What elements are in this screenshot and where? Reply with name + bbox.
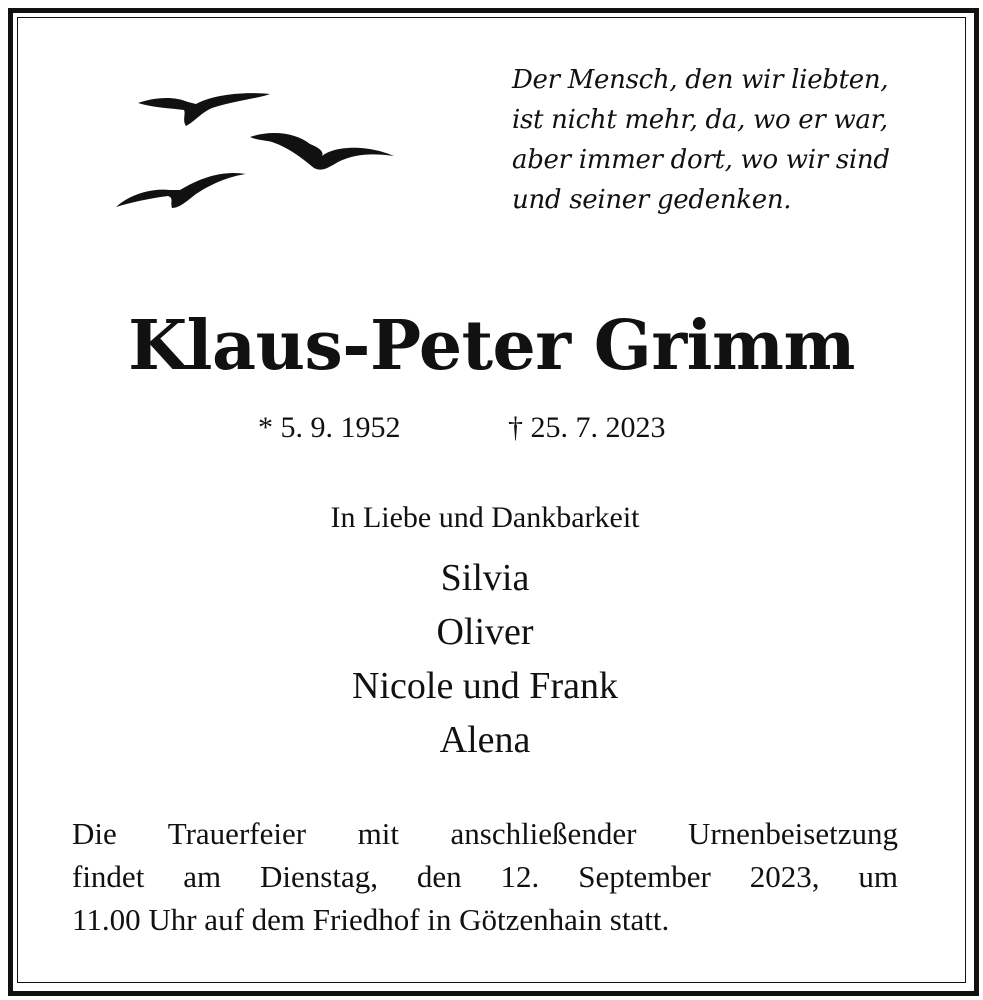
- memorial-quote: [512, 60, 932, 220]
- deceased-name: Klaus-Peter Grimm: [128, 306, 855, 386]
- birth-date: * 5. 9. 1952: [258, 411, 401, 444]
- quote-line: ist nicht mehr, da, wo er war,: [512, 105, 888, 135]
- bird-icon: [138, 93, 270, 126]
- dedication-line: In Liebe und Dankbarkeit: [330, 501, 640, 534]
- bird-icon: [250, 133, 394, 170]
- service-line: Die Trauerfeier mit anschließender Urnenbeisetzung: [72, 816, 898, 851]
- mourner-name: Silvia: [440, 557, 530, 599]
- death-date: † 25. 7. 2023: [508, 411, 666, 444]
- mourner-name: Nicole und Frank: [352, 665, 618, 707]
- mourner-name: Alena: [439, 719, 531, 761]
- service-line: 11.00 Uhr auf dem Friedhof in Götzenhain statt.: [72, 902, 670, 937]
- mourner-name: Oliver: [436, 611, 534, 653]
- quote-line: Der Mensch, den wir liebten,: [512, 65, 889, 95]
- bird-icon: [116, 173, 246, 208]
- mourners-list: [0, 551, 970, 767]
- quote-line: aber immer dort, wo wir sind: [512, 145, 890, 175]
- quote-line: und seiner gedenken.: [512, 185, 792, 215]
- service-line: findet am Dienstag, den 12. September 2023, um: [72, 859, 898, 894]
- flying-birds-icon: [110, 82, 400, 218]
- funeral-service-notice: [72, 812, 898, 941]
